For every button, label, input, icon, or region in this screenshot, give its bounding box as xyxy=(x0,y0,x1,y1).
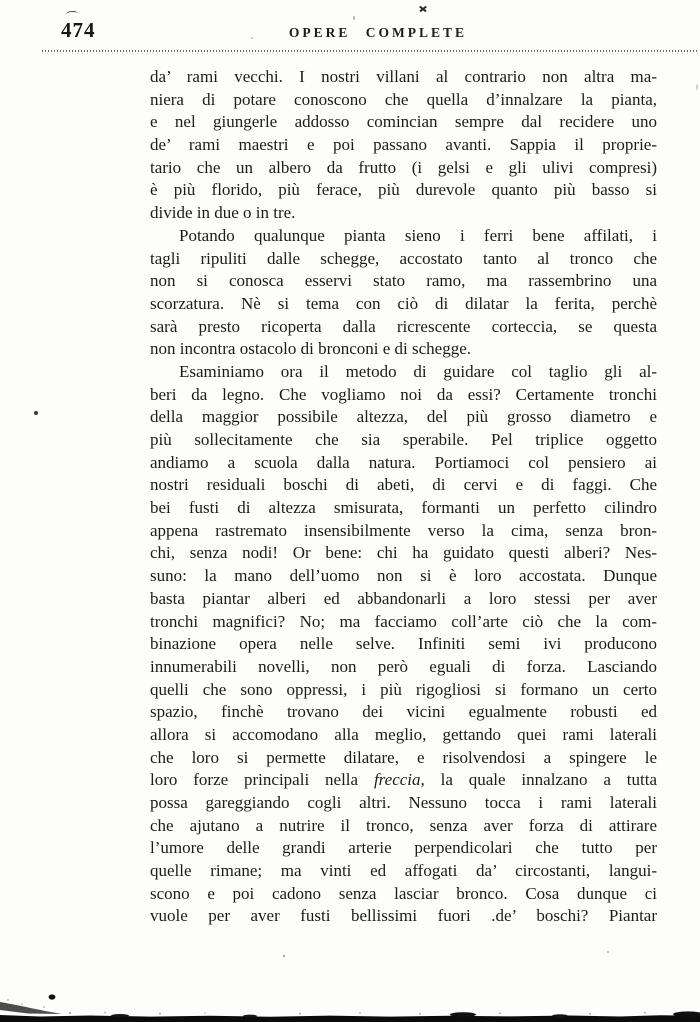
text-line: vuole per aver fusti bellissimi fuori .de’ boschi? Piantar xyxy=(150,906,657,926)
text-line: tagli ripuliti dalle schegge, accostato tanto al tronco che xyxy=(150,248,657,268)
page-text xyxy=(150,66,657,928)
text-line: l’umore delle grandi arterie perpendicolari che tutto per xyxy=(150,838,657,858)
text-line: della maggior possibile altezza, del più grosso diametro e xyxy=(150,407,657,427)
text-line: loro forze principali nella freccia, la quale innalzano a tutta xyxy=(150,770,657,790)
text-line: bei fusti di altezza smisurata, formanti un perfetto cilindro xyxy=(150,498,657,518)
scan-speck xyxy=(251,37,253,39)
text-line: Esaminiamo ora il metodo di guidare col taglio gli al- xyxy=(179,361,657,381)
scan-tilde-mark xyxy=(66,11,78,18)
text-line: scono e poi cadono senza lasciar bronco. Cosa dunque ci xyxy=(150,883,657,903)
running-title: OPERE COMPLETE xyxy=(288,25,468,40)
text-line: quelli che sono oppressi, i più rigogliosi si formano un certo xyxy=(150,679,657,699)
text-line: appena rastremato insensibilmente verso la cima, senza bron- xyxy=(150,520,657,540)
text-line: divide in due o in tre. xyxy=(150,203,296,223)
text-line: Potando qualunque pianta sieno i ferri bene affilati, i xyxy=(179,225,657,245)
text-line: più sollecitamente che sia sperabile. Pel triplice oggetto xyxy=(150,430,657,449)
page-number: 474 xyxy=(61,18,96,42)
text-line: possa gareggiando cogli altri. Nessuno tocca i rami laterali xyxy=(150,793,657,812)
scan-speck xyxy=(34,411,38,415)
text-line: e nel giungerle addosso comincian sempre dal recidere uno xyxy=(150,112,657,132)
scan-speck xyxy=(353,16,355,20)
text-line: scorzatura. Nè si tema con ciò di dilatar la ferita, perchè xyxy=(150,293,657,313)
text-line: nostri residuali boschi di abeti, di cervi e di faggi. Che xyxy=(150,475,657,495)
text-line: tario che un albero da frutto (i gelsi e gli ulivi compresi) xyxy=(150,157,657,177)
text-line: de’ rami maestri e poi passano avanti. Sappia il proprie- xyxy=(150,135,657,155)
scan-speck xyxy=(696,84,698,90)
header-rule-shadow xyxy=(42,53,698,54)
text-line: allora si accomodano alla meglio, gettando quei rami laterali xyxy=(150,724,657,744)
text-line: andiamo a scuola dalla natura. Portiamoci col pensiero ai xyxy=(150,452,657,472)
scan-speck xyxy=(283,955,285,957)
text-line: da’ rami vecchi. I nostri villani al contrario non altra ma- xyxy=(150,67,657,86)
text-line: è più florido, più ferace, più durevole quanto più basso si xyxy=(150,180,657,200)
text-line: niera di potare conoscono che quella d’innalzare la pianta, xyxy=(150,89,657,109)
scan-speck xyxy=(607,951,609,953)
text-line: chi, senza nodi! Or bene: chi ha guidato questi alberi? Nes- xyxy=(150,543,657,563)
text-line: beri da legno. Che vogliamo noi da essi? Certamente tronchi xyxy=(150,384,657,404)
bottom-scan-edge xyxy=(0,986,700,1022)
text-line: non incontra ostacolo di bronconi e di schegge. xyxy=(150,339,472,359)
text-line: sarà presto ricoperta dalla ricrescente corteccia, se questa xyxy=(150,316,657,336)
text-line: suno: la mano dell’uomo non si è loro accostata. Dunque xyxy=(150,566,657,586)
scan-cross-mark xyxy=(419,5,427,13)
text-line: che loro si permette dilatare, e risolvendosi a spingere le xyxy=(150,747,657,767)
text-line: tronchi magnifici? No; ma facciamo coll’arte ciò che la com- xyxy=(150,611,657,631)
text-line: basta piantar alberi ed abbandonarli a loro stessi per aver xyxy=(150,588,657,608)
text-line: spazio, finchè trovano dei vicini egualmente robusti ed xyxy=(150,702,657,722)
header-rule xyxy=(42,50,698,52)
text-line: che ajutano a nutrire il tronco, senza aver forza di attirare xyxy=(150,815,657,835)
text-line: binazione opera nelle selve. Infiniti semi ivi producono xyxy=(150,634,657,654)
text-line: innumerabili novelli, non però eguali di forza. Lasciando xyxy=(150,656,657,676)
text-line: non si conosca esservi stato ramo, ma rassembrino una xyxy=(150,271,657,291)
text-line: quelle rimane; ma vinti ed affogati da’ circostanti, langui- xyxy=(150,861,657,881)
